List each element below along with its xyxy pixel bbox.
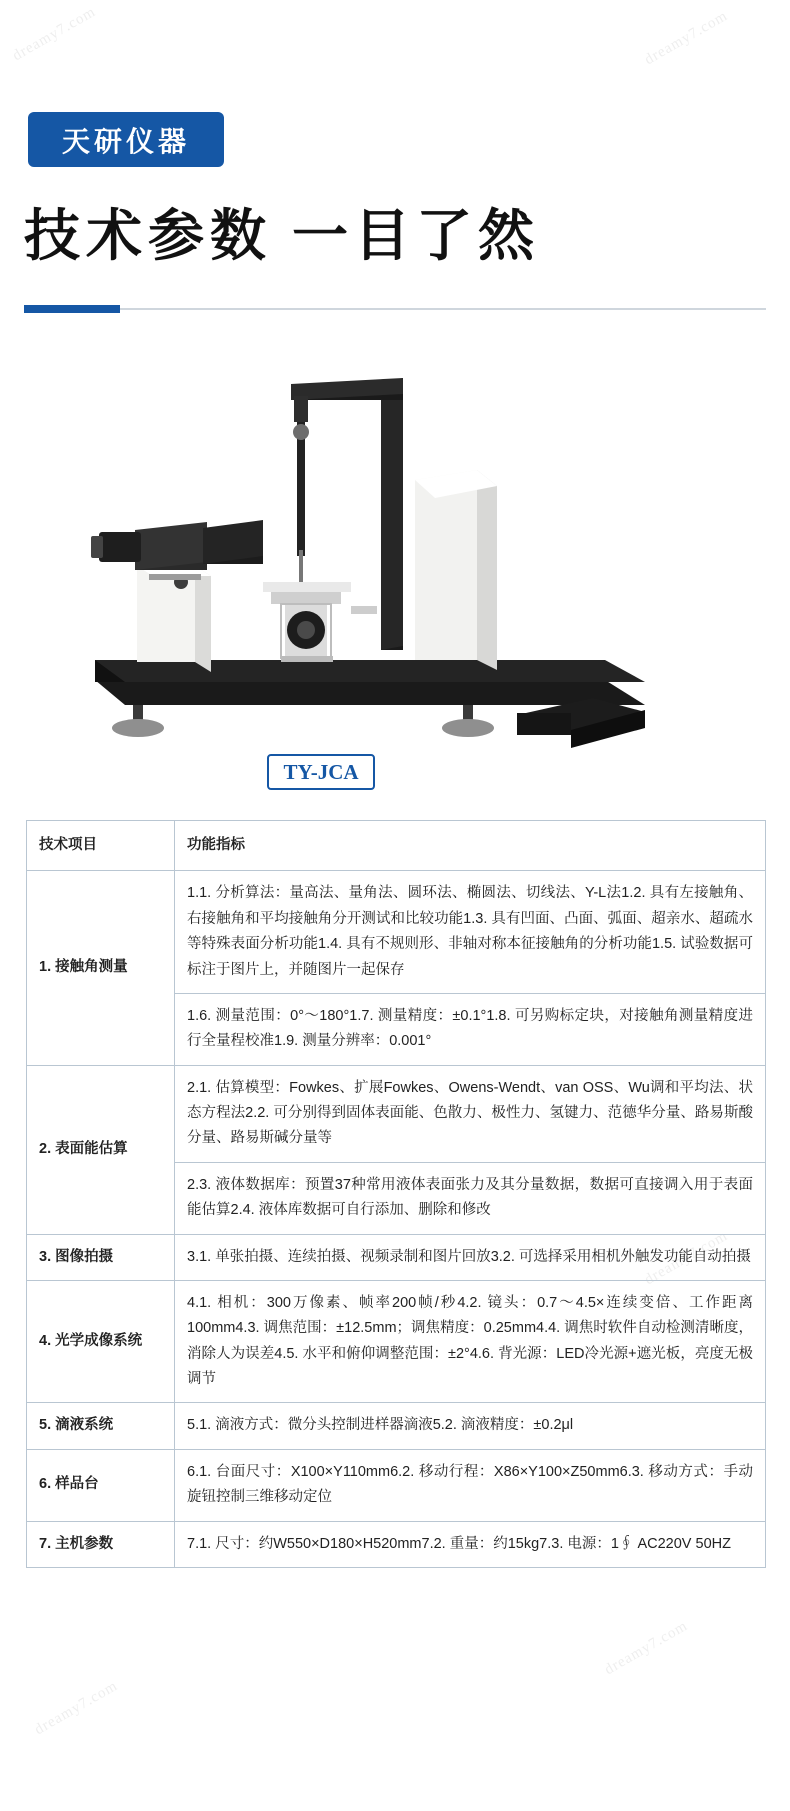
table-row [27,1449,766,1521]
table-row [27,1065,766,1162]
row-spec-text: 3.1. 单张拍摄、连续拍摄、视频录制和图片回放3.2. 可选择采用相机外触发功能自动拍摄 [175,1234,766,1280]
watermark: dreamy7.com [31,1677,121,1739]
divider [24,305,766,313]
row-spec-text: 2.1. 估算模型：Fowkes、扩展Fowkes、Owens-Wendt、van OSS、Wu调和平均法、状态方程法2.2. 可分别得到固体表面能、色散力、极性力、氢键力、范德华分量、路易斯酸分量、路易斯碱分量等 [175,1065,766,1162]
page-title: 技术参数 一目了然 [24,206,540,268]
brand-badge [28,112,224,167]
row-item-label: 1. 接触角测量 [27,871,175,1065]
divider-accent [24,305,120,313]
row-item-label: 3. 图像拍摄 [27,1234,175,1280]
row-item-label: 2. 表面能估算 [27,1065,175,1234]
table-row [27,1521,766,1567]
row-spec-text: 1.6. 测量范围：0°～180°1.7. 测量精度：±0.1°1.8. 可另购标定块，对接触角测量精度进行全量程校准1.9. 测量分辨率：0.001° [175,993,766,1065]
row-item-label: 6. 样品台 [27,1449,175,1521]
table-row [27,1280,766,1403]
model-badge [267,754,375,790]
row-spec-text: 7.1. 尺寸：约W550×D180×H520mm7.2. 重量：约15kg7.3. 电源：1∮ AC220V 50HZ [175,1521,766,1567]
watermark: dreamy7.com [9,3,99,65]
table-row [27,1234,766,1280]
watermark: dreamy7.com [601,1617,691,1679]
model-label: TY-JCA [283,759,359,784]
row-item-label: 7. 主机参数 [27,1521,175,1567]
divider-line [24,308,766,310]
spec-table [26,820,766,1568]
table-row [27,871,766,994]
row-spec-text: 6.1. 台面尺寸：X100×Y110mm6.2. 移动行程：X86×Y100×Z50mm6.3. 移动方式：手动旋钮控制三维移动定位 [175,1449,766,1521]
contact-angle-meter-illustration [85,360,705,760]
watermark: dreamy7.com [641,7,731,69]
row-spec-text: 5.1. 滴液方式：微分头控制进样器滴液5.2. 滴液精度：±0.2μl [175,1403,766,1449]
product-image [0,360,790,760]
row-spec-text: 1.1. 分析算法：量高法、量角法、圆环法、椭圆法、切线法、Y-L法1.2. 具有左接触角、右接触角和平均接触角分开测试和比较功能1.3. 具有凹面、凸面、弧面、超亲水、超疏水等特殊表面分析功能1.4. 具有不规则形、非轴对称本征接触角的分析功能1.5. 试验数据可标注于图片上，并随图片一起保存 [175,871,766,994]
row-item-label: 4. 光学成像系统 [27,1280,175,1403]
column-header-item: 技术项目 [27,821,175,871]
table-row [27,1403,766,1449]
column-header-spec: 功能指标 [175,821,766,871]
row-item-label: 5. 滴液系统 [27,1403,175,1449]
brand-name: 天研仪器 [61,125,190,157]
table-header-row [27,821,766,871]
row-spec-text: 4.1. 相机：300万像素、帧率200帧/秒4.2. 镜头：0.7～4.5×连续变倍、工作距离100mm4.3. 调焦范围：±12.5mm；调焦精度：0.25mm4.4. 调焦时软件自动检测清晰度，消除人为误差4.5. 水平和俯仰调整范围：±2°4.6. 背光源：LED冷光源+遮光板，亮度无极调节 [175,1280,766,1403]
watermark: dreamy7.com [641,1227,731,1289]
row-spec-text: 2.3. 液体数据库：预置37种常用液体表面张力及其分量数据，数据可直接调入用于表面能估算2.4. 液体库数据可自行添加、删除和修改 [175,1162,766,1234]
